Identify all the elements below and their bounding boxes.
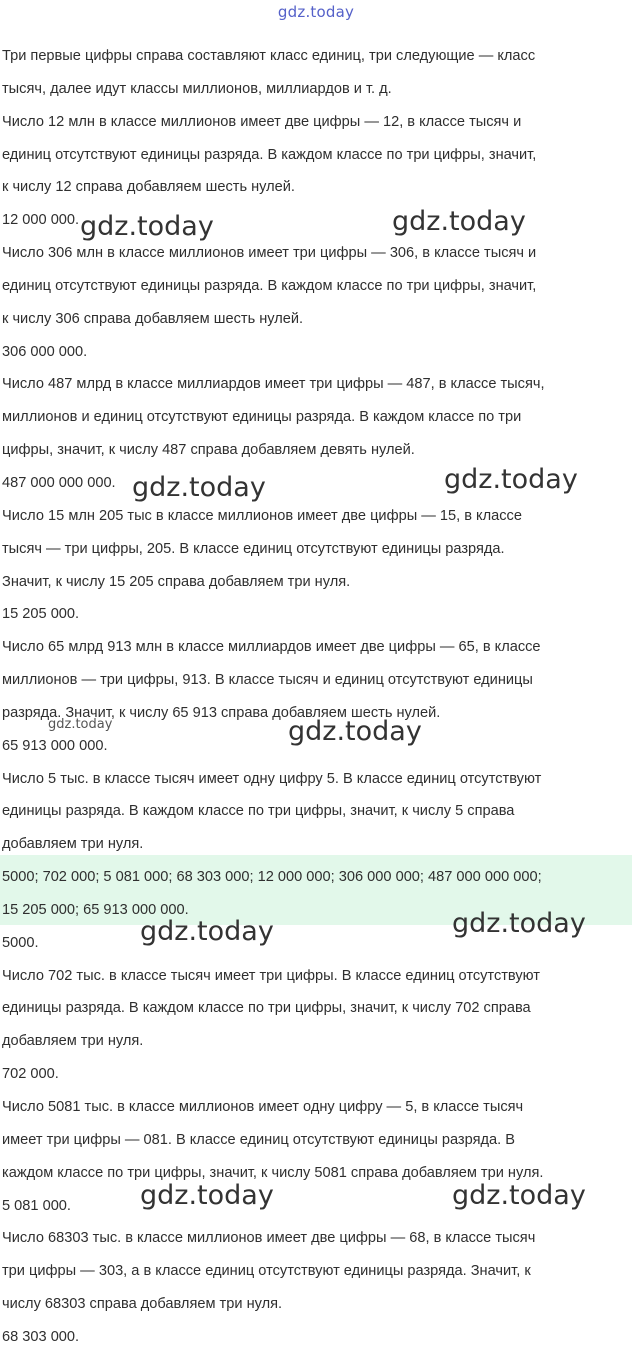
text-line: единицы разряда. В каждом классе по три цифры, значит, к числу 5 справа [2,803,515,820]
text-line: каждом классе по три цифры, значит, к числу 5081 справа добавляем три нуля. [2,1164,544,1181]
answer-line: 5000; 702 000; 5 081 000; 68 303 000; 12 000 000; 306 000 000; 487 000 000 000; [2,869,542,886]
watermark: gdz.today [140,916,274,947]
text-line: 12 000 000. [2,212,80,229]
text-line: к числу 306 справа добавляем шесть нулей. [2,310,304,327]
text-line: миллионов — три цифры, 913. В классе тысяч и единиц отсутствуют единицы [2,672,533,689]
text-line: Число 487 млрд в классе миллиардов имеет три цифры — 487, в классе тысяч, [2,376,545,393]
text-line: Число 702 тыс. в классе тысяч имеет три цифры. В классе единиц отсутствуют [2,967,540,984]
text-line: добавляем три нуля. [2,836,144,853]
text-line: Значит, к числу 15 205 справа добавляем три нуля. [2,573,351,590]
watermark: gdz.today [392,206,526,237]
answer-line: 15 205 000; 65 913 000 000. [2,901,189,918]
text-line: Число 12 млн в классе миллионов имеет две цифры — 12, в классе тысяч и [2,113,522,130]
text-line: 487 000 000 000. [2,474,116,491]
text-line: единиц отсутствуют единицы разряда. В каждом классе по три цифры, значит, [2,277,537,294]
text-line: 15 205 000. [2,606,80,623]
watermark: gdz.today [80,211,214,242]
text-line: миллионов и единиц отсутствуют единицы разряда. В каждом классе по три [2,409,522,426]
text-line: Число 5 тыс. в классе тысяч имеет одну цифру 5. В классе единиц отсутствуют [2,770,542,787]
text-line: Число 65 млрд 913 млн в классе миллиардов имеет две цифры — 65, в классе [2,639,541,656]
text-line: 65 913 000 000. [2,737,108,754]
text-line: Число 68303 тыс. в классе миллионов имеет две цифры — 68, в классе тысяч [2,1230,536,1247]
text-line: единиц отсутствуют единицы разряда. В каждом классе по три цифры, значит, [2,146,537,163]
text-line: 5 081 000. [2,1197,71,1214]
watermark: gdz.today [444,464,578,495]
text-line: имеет три цифры — 081. В классе единиц отсутствуют единицы разряда. В [2,1131,515,1148]
text-line: 68 303 000. [2,1328,80,1345]
text-line: тысяч — три цифры, 205. В классе единиц отсутствуют единицы разряда. [2,540,505,557]
watermark: gdz.today [48,717,113,732]
text-line: Число 306 млн в классе миллионов имеет три цифры — 306, в классе тысяч и [2,245,537,262]
text-line: три цифры — 303, а в классе единиц отсутствуют единицы разряда. Значит, к [2,1263,531,1280]
text-line: Число 5081 тыс. в классе миллионов имеет одну цифру — 5, в классе тысяч [2,1099,524,1115]
watermark: gdz.today [452,1180,586,1211]
text-line: добавляем три нуля. [2,1033,144,1050]
text-line: числу 68303 справа добавляем три нуля. [2,1296,283,1313]
site-logo[interactable]: gdz.today [277,3,355,21]
text-line: Три первые цифры справа составляют класс единиц, три следующие — класс [2,48,536,64]
text-line: единицы разряда. В каждом классе по три цифры, значит, к числу 702 справа [2,1000,531,1017]
watermark: gdz.today [452,908,586,939]
text-line: цифры, значит, к числу 487 справа добавляем девять нулей. [2,442,415,459]
text-line: Число 15 млн 205 тыс в классе миллионов имеет две цифры — 15, в классе [2,507,522,524]
text-line: к числу 12 справа добавляем шесть нулей. [2,179,295,196]
text-line: 702 000. [2,1066,59,1083]
text-line: 306 000 000. [2,343,88,360]
text-line: разряда. Значит, к числу 65 913 справа добавляем шесть нулей. [2,704,441,721]
text-line: тысяч, далее идут классы миллионов, миллиардов и т. д. [2,80,392,97]
text-line: 5000. [2,934,39,951]
watermark: gdz.today [132,472,266,503]
watermark: gdz.today [288,716,422,747]
watermark: gdz.today [140,1180,274,1211]
